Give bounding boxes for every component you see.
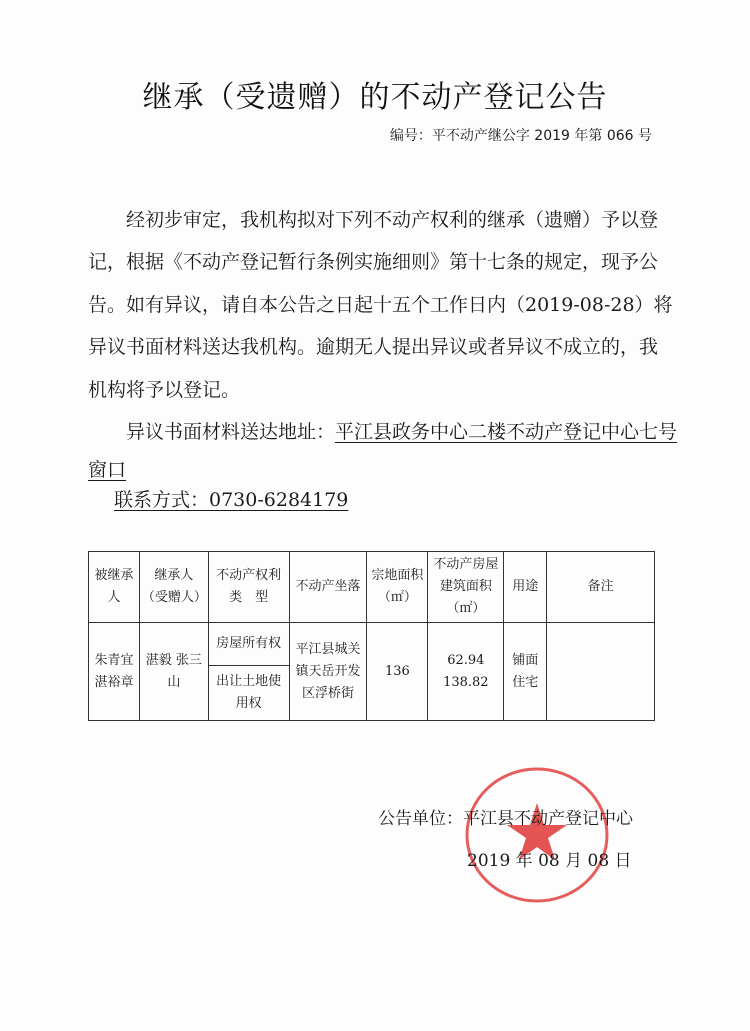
header-location: 不动产坐落 [289, 552, 367, 623]
issuer: 公告单位：平江县不动产登记中心 [378, 809, 633, 829]
cell-usage: 铺面 住宅 [504, 623, 547, 721]
address-label: 异议书面材料送达地址： [126, 421, 336, 443]
cell-remarks [547, 623, 655, 721]
official-seal-icon [462, 765, 612, 905]
cell-land-area: 136 [367, 623, 428, 721]
issue-date: 2019 年 08 月 08 日 [467, 851, 632, 871]
body-line: 告。如有异议，请自本公告之日起十五个工作日内（2019-08-28）将 [88, 294, 673, 316]
cell-location: 平江县城关镇天岳开发区浮桥街 [289, 623, 367, 721]
cell-right-type-2: 出让土地使用权 [208, 666, 289, 721]
cell-right-type-1: 房屋所有权 [208, 623, 289, 666]
address-value: 平江县政务中心二楼不动产登记中心七号 [335, 421, 678, 443]
header-building-area: 不动产房屋建筑面积（㎡） [428, 552, 504, 623]
body-line: 经初步审定，我机构拟对下列不动产权利的继承（遗赠）予以登 [126, 209, 659, 231]
header-usage: 用途 [504, 552, 547, 623]
page-title: 继承（受遗赠）的不动产登记公告 [142, 80, 608, 115]
header-decedent: 被继承人 [89, 552, 140, 623]
header-remarks: 备注 [547, 552, 655, 623]
cell-decedents: 朱青宜 湛裕章 [89, 623, 140, 721]
header-heir: 继承人（受赠人） [139, 552, 208, 623]
body-line: 异议书面材料送达我机构。逾期无人提出异议或者异议不成立的，我 [88, 336, 659, 358]
body-line: 机构将予以登记。 [88, 379, 241, 401]
contact-info: 联系方式：0730-6284179 [114, 489, 349, 511]
property-table [88, 551, 655, 721]
address-line [88, 420, 678, 444]
cell-building-area: 62.94 138.82 [428, 623, 504, 721]
header-land-area: 宗地面积（㎡） [367, 552, 428, 623]
body-line: 记，根据《不动产登记暂行条例实施细则》第十七条的规定，现予公 [88, 251, 659, 273]
document-number: 编号：平不动产继公字 2019 年第 066 号 [389, 128, 652, 144]
address-value-cont: 窗口 [88, 459, 127, 481]
header-right-type: 不动产权利类 型 [208, 552, 289, 623]
cell-heirs: 湛毅 张三山 [139, 623, 208, 721]
